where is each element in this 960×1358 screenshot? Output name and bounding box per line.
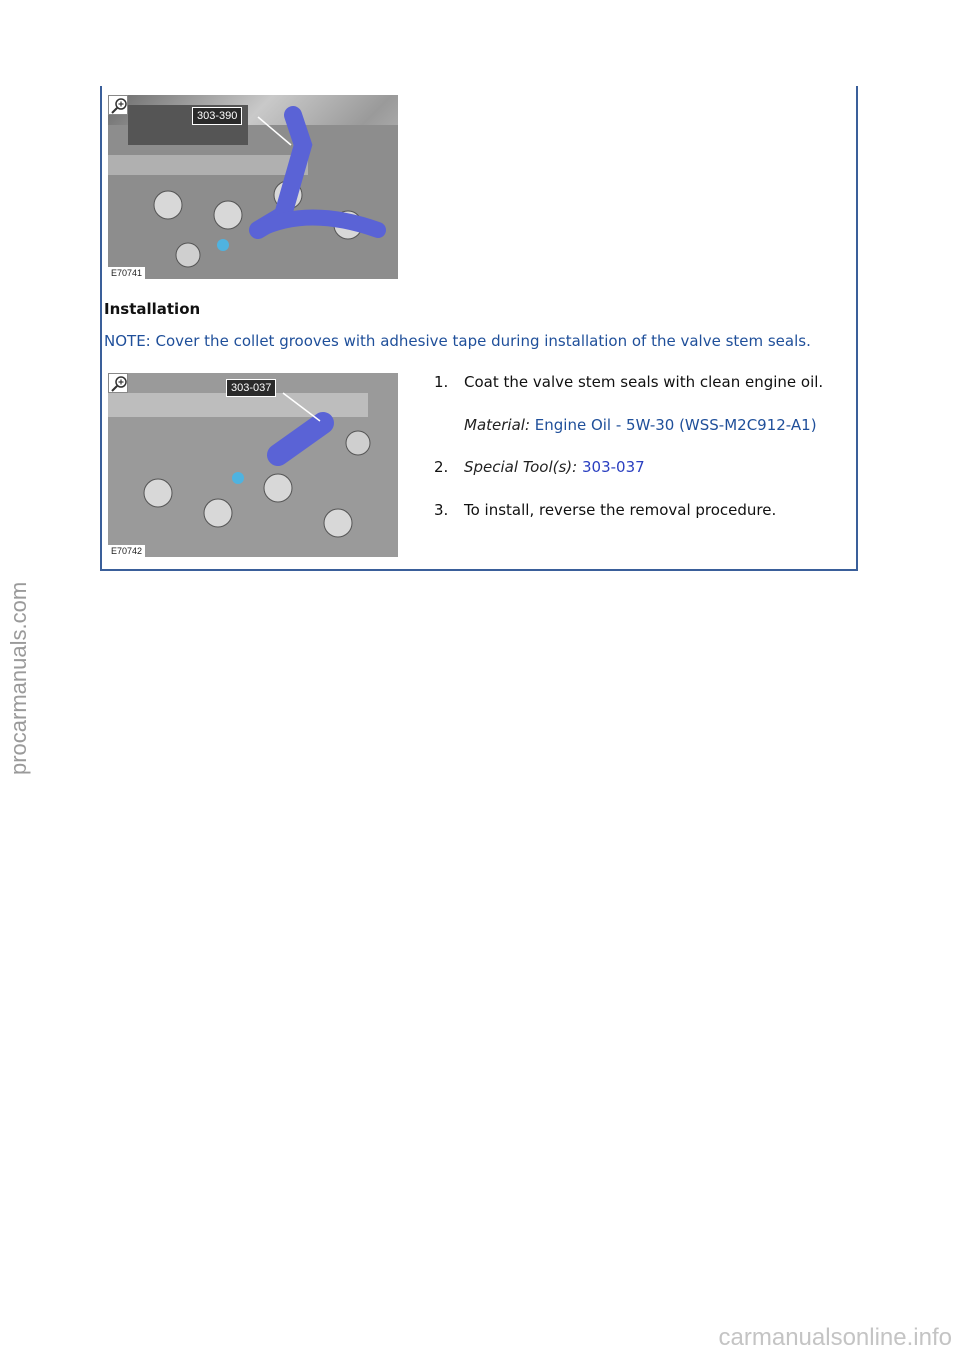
tool-callout: 303-390 — [192, 107, 242, 125]
figure-id: E70742 — [108, 545, 145, 557]
step-text: Coat the valve stem seals with clean engine oil. — [464, 373, 824, 391]
engine-illustration — [108, 373, 398, 557]
step-number: 1. — [434, 373, 449, 391]
note-text: NOTE: Cover the collet grooves with adhesive tape during installation of the valve stem seals. — [104, 332, 811, 350]
figure-tool-303-037 — [108, 373, 398, 557]
section-heading: Installation — [104, 300, 201, 318]
bottom-watermark: carmanualsonline.info — [718, 1324, 952, 1351]
material-label: Material: — [464, 416, 530, 434]
figure-tool-303-390 — [108, 95, 398, 279]
step-number: 3. — [434, 501, 449, 519]
zoom-in-icon[interactable] — [108, 95, 128, 115]
engine-illustration — [108, 95, 398, 279]
step-number: 2. — [434, 458, 449, 476]
step-text: To install, reverse the removal procedure. — [464, 501, 777, 519]
material-link[interactable]: Engine Oil - 5W-30 (WSS-M2C912-A1) — [534, 416, 817, 434]
special-tool-link[interactable]: 303-037 — [582, 458, 645, 476]
special-tool-label: Special Tool(s): — [464, 458, 578, 476]
zoom-in-icon[interactable] — [108, 373, 128, 393]
figure-id: E70741 — [108, 267, 145, 279]
tool-callout: 303-037 — [226, 379, 276, 397]
side-watermark: procarmanuals.com — [6, 581, 31, 775]
